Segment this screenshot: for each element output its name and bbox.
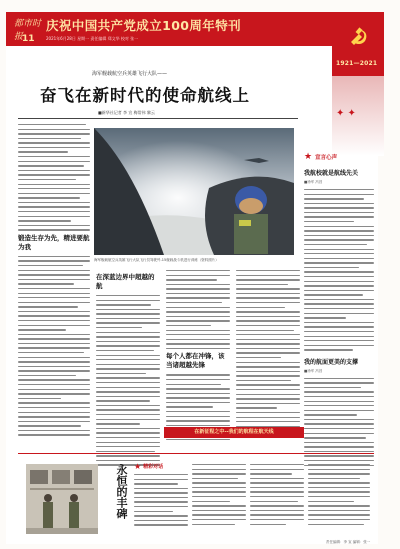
bottom-column-1 <box>134 474 188 529</box>
cockpit-photo <box>94 128 294 255</box>
page-content <box>6 12 378 544</box>
headline-rule <box>18 118 298 119</box>
bottom-column-3 <box>250 464 304 528</box>
special-issue-title: 庆祝中国共产党成立100周年特刊 <box>46 18 241 33</box>
column-1-heading: 锻造生存为先，精进要航为我 <box>18 233 90 251</box>
year-range: 1921—2021 <box>336 60 378 67</box>
page-number: 11 <box>22 34 35 44</box>
sidebar-tag <box>304 152 374 162</box>
column-3-heading: 每个人都在冲锋，该当诸超越先锋 <box>166 352 225 370</box>
bottom-rule <box>18 453 374 454</box>
footer-credits: 责任编辑：李 宣 编辑：张一 <box>326 540 371 544</box>
text-column-1 <box>18 124 90 439</box>
newspaper-logo: 都市时报 <box>14 19 42 42</box>
sidebar-title-2: 我的航面更美的支撑 <box>304 358 359 366</box>
sidebar <box>304 152 374 474</box>
bottom-tag-label: 精彩对话 <box>143 464 164 470</box>
text-column-3 <box>166 270 230 443</box>
text-column-4 <box>236 270 300 430</box>
column-2-heading: 在深蓝边界中超越的航 <box>96 273 155 290</box>
masthead <box>6 12 378 46</box>
sidebar-title-1: 我航校就是航线先关 <box>304 170 359 177</box>
bottom-tag <box>134 462 163 471</box>
issue-info: 2021年6月28日 星期一 责任编辑 郑文华 校对 张一 <box>46 36 139 41</box>
exhibition-photo <box>26 464 98 534</box>
bottom-feature-title: 永恒的丰碑 <box>115 464 128 519</box>
star-icon: ★ <box>134 462 142 471</box>
sidebar-byline-2: ■徐军 冯昌 <box>304 368 323 373</box>
article-headline: 奋飞在新时代的使命航线上 <box>40 86 250 105</box>
star-icon: ★ <box>304 152 313 162</box>
text-column-2 <box>96 270 160 469</box>
party-emblem-icon <box>347 26 369 48</box>
dove-icon: ✦ ✦ <box>336 108 356 119</box>
article-byline: ■新华社记者 李 宣 梅常伟 黎云 <box>98 110 155 115</box>
photo-caption: 海军舰载航空兵英雄飞行大队飞行员驾驶歼-15舰载战斗机进行训练（资料照片） <box>94 258 219 262</box>
bottom-column-4 <box>308 464 370 528</box>
bottom-column-2 <box>192 464 246 528</box>
sidebar-byline-1: ■徐军 冯昌 <box>304 180 323 184</box>
article-subhead: 海军舰载航空兵英雄飞行大队—— <box>92 71 168 77</box>
sidebar-tag-label: 宣言心声 <box>315 155 338 161</box>
section-banner: 在新征程之中--我们的航程在航天线 <box>164 427 304 438</box>
